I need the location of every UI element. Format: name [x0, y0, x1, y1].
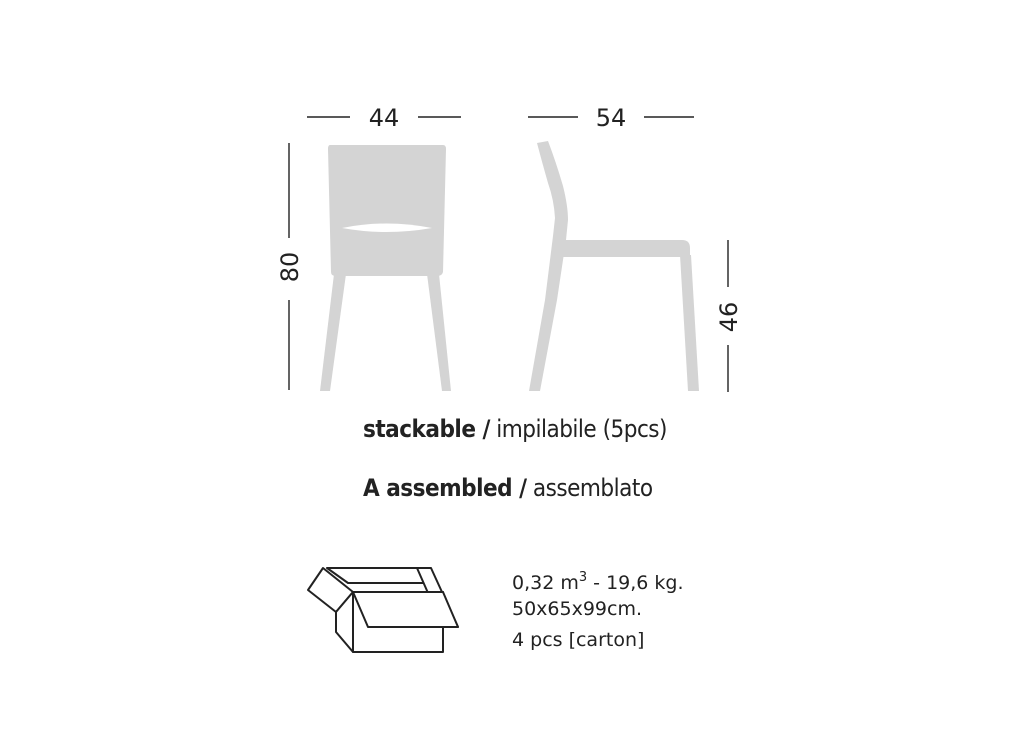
stackable-label — [363, 415, 667, 443]
depth-value: 54 — [595, 104, 627, 132]
width-value: 44 — [368, 104, 400, 132]
packaging-quantity: 4 pcs [carton] — [512, 629, 645, 651]
assembled-label-regular: assemblato — [532, 474, 653, 502]
packaging-volume-exponent: 3 — [578, 570, 588, 585]
depth-dimension — [528, 104, 694, 132]
stackable-label-bold: stackable / — [363, 415, 490, 443]
assembled-label-bold: A assembled / — [363, 474, 527, 502]
seat-height-value: 46 — [715, 301, 743, 333]
packaging-volume-weight — [512, 566, 684, 595]
chair-side-view-icon — [529, 141, 699, 391]
height-dimension — [276, 143, 304, 390]
width-dimension — [307, 104, 461, 132]
height-value: 80 — [276, 251, 304, 283]
stackable-label-regular: impilabile (5pcs) — [496, 415, 667, 443]
packaging-volume: 0,32 m — [512, 572, 579, 594]
assembled-label — [363, 474, 653, 502]
chair-front-view-icon — [320, 145, 451, 391]
packaging-box-size: 50x65x99cm. — [512, 598, 643, 620]
packaging-weight: - 19,6 kg. — [587, 572, 684, 594]
carton-box-icon — [308, 568, 458, 652]
seat-height-dimension — [715, 240, 743, 392]
